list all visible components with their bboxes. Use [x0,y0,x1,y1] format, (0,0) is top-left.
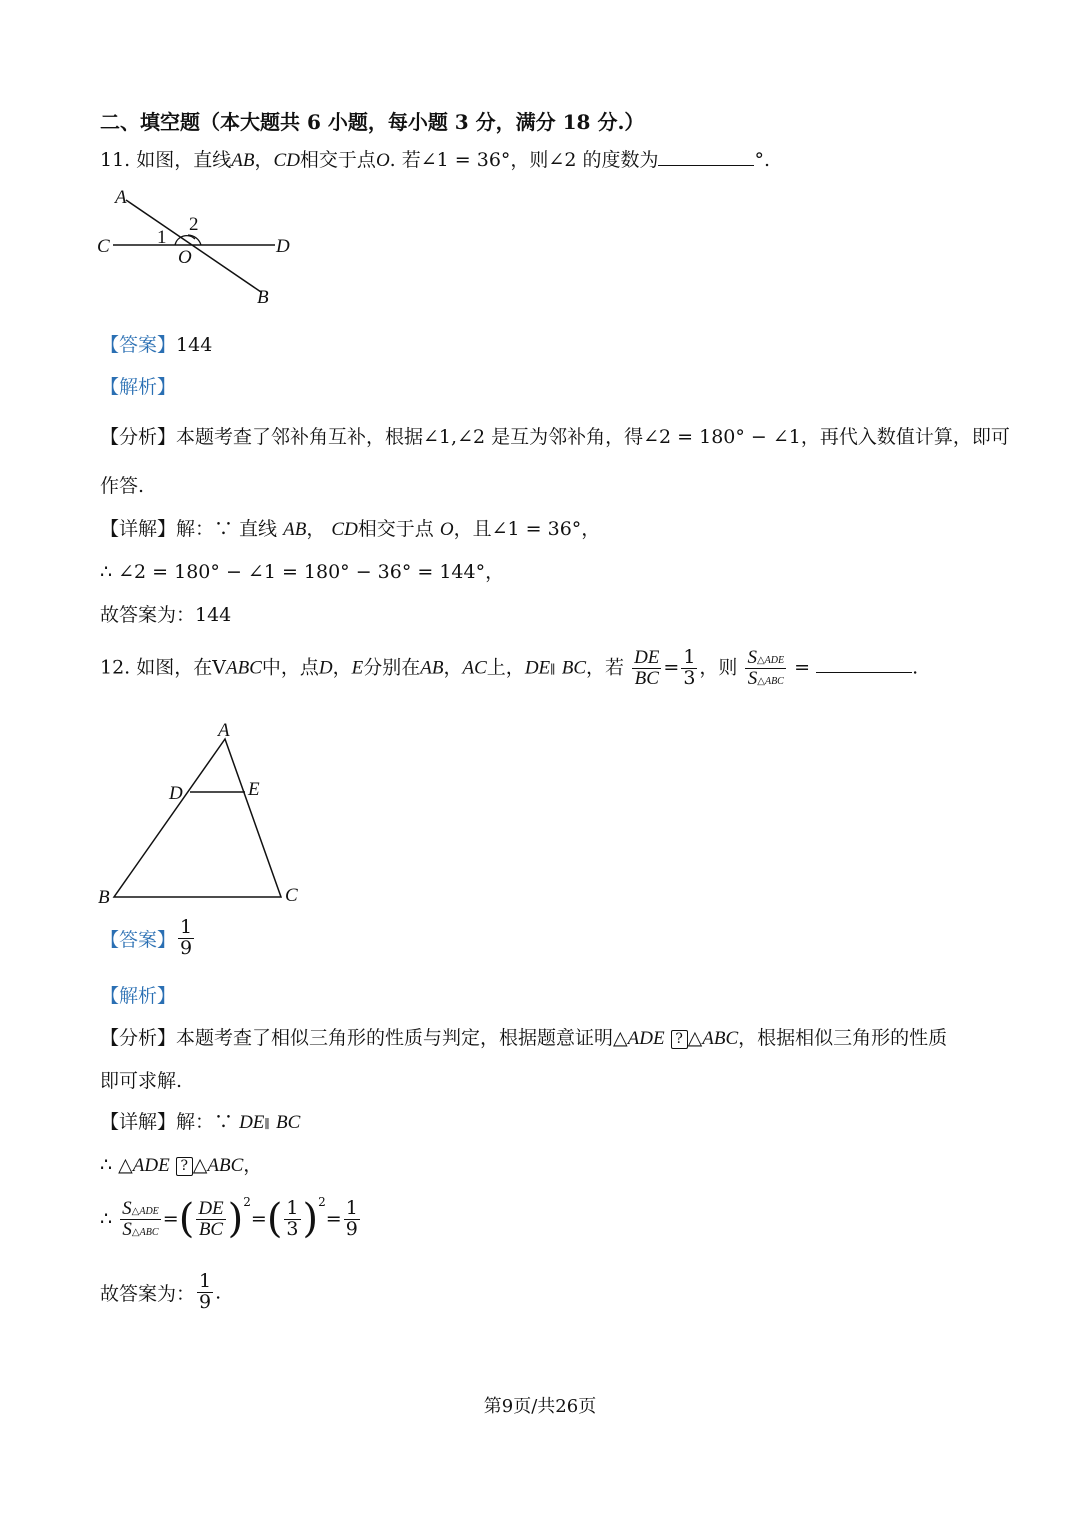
q12-stem-text: ，若 [586,656,625,679]
q11-detail-line2: ∴ ∠2 = 180° − ∠1 = 180° − 36° = 144°， [100,561,505,583]
label-c: C [285,885,298,906]
label-angle1: 1 [157,227,167,248]
triangle-abc [114,739,281,897]
label-d: D [169,783,183,804]
therefore-symbol: ∴ [100,1208,113,1230]
exponent: 2 [318,1195,326,1209]
therefore-symbol: ∴ [100,1154,113,1176]
equals: = [250,1208,267,1230]
detail-tag: 【详解】 [100,518,177,540]
q12-stem-text: 分别在 [363,656,421,679]
tri-abc: ABC [702,1028,739,1049]
left-paren: ( [178,1196,195,1242]
q11-line-ab: AB [231,150,255,171]
frac-num: DE [198,1197,224,1219]
label-e: E [248,779,260,800]
q11-answer-blank [658,149,754,166]
fenxi-text: 本题考查了邻补角互补，根据∠1,∠2 是互为邻补角，得∠2 = 180° − ∠1，再代入数值计算，即可 [176,426,1010,448]
q11-point-o: O [375,150,390,171]
area-sub-ade: △ADE [131,1205,159,1217]
label-o: O [178,247,192,268]
final-text: 故答案为： [100,1282,196,1305]
frac-num: 1 [345,1196,358,1219]
ratio-de-bc [196,1199,225,1240]
label-a: A [115,187,127,208]
q12-fenxi-line1 [100,1023,947,1050]
q12-detail-line2 [100,1150,262,1177]
answer-tag: 【答案】 [100,334,177,356]
q12-stem-text: 上， [486,656,525,679]
exponent: 2 [243,1195,251,1209]
tri-ade: ADE [132,1155,170,1176]
detail-text: 相交于点 [357,518,434,540]
equals: = [663,656,680,679]
area-s: S [747,647,757,668]
q12-answer [100,918,196,959]
q11-stem-text: 如图，直线 [136,149,232,171]
q11-fenxi-line1 [100,422,1010,449]
detail-point-o: O [439,519,454,540]
frac-den: 9 [199,1290,212,1313]
triangle-symbol: △ [192,1154,208,1176]
triangle-symbol: △ [687,1027,703,1049]
ratio-one-third [284,1196,300,1240]
q11-stem [100,145,770,172]
frac-den: 9 [345,1217,358,1240]
answer-tag: 【答案】 [100,928,177,951]
q12-analysis-tag: 【解析】 [100,985,177,1007]
q11-final-answer: 故答案为：144 [100,604,232,626]
q12-stem-text: 如图，在V [136,656,226,679]
q12-stem-text: ， [332,656,352,679]
area-ratio [745,648,786,689]
q11-stem-text: ， [254,149,274,171]
q12-point-e: E [351,657,364,679]
label-d: D [276,236,290,257]
answer-value: 144 [176,334,213,356]
label-b: B [257,287,269,308]
label-c: C [97,236,110,257]
q12-side-ac: AC [462,657,487,679]
comma: ， [243,1154,263,1176]
frac-num: 1 [180,916,193,938]
area-sub-ade: △ADE [756,655,785,666]
frac-num: 1 [199,1270,212,1292]
parallel-symbol: ∥ [550,662,556,677]
frac-num: 1 [683,646,696,668]
frac-num: 1 [286,1196,299,1219]
q12-stem-text: . [912,656,919,679]
q12-side-bc: BC [561,657,587,679]
frac-den: 9 [180,936,193,959]
q11-stem-text: . 若∠1 = 36°，则∠2 的度数为 [389,149,659,171]
q12-final-answer [100,1272,221,1313]
detail-text: 解：∵ 直线 [176,518,278,540]
final-text: . [215,1281,222,1304]
q11-figure [95,185,305,310]
answer-fraction [178,918,194,959]
left-paren: ( [266,1196,283,1242]
ratio-de-bc [632,648,661,689]
detail-text: ，且∠1 = 36°， [453,518,601,540]
q11-fenxi-line2: 作答. [100,475,145,497]
right-paren: ) [302,1196,319,1242]
area-ratio [120,1199,161,1240]
section-title: 二、填空题（本大题共 6 小题，每小题 3 分，满分 18 分.） [100,110,645,134]
label-b: B [98,887,110,908]
tri-ade: ADE [627,1028,665,1049]
frac-num: DE [634,647,660,668]
fenxi-text: 本题考查了相似三角形的性质与判定，根据题意证明△ [176,1027,628,1049]
q12-stem-text: ， [443,656,463,679]
q12-stem-text: ，则 [699,656,738,679]
q11-stem-text: 相交于点 [299,149,376,171]
q12-point-d: D [318,657,333,679]
final-fraction [197,1272,213,1313]
right-paren: ) [227,1196,244,1242]
parallel-symbol: ∥ [264,1117,270,1131]
q12-fenxi-line2: 即可求解. [100,1070,183,1092]
label-a: A [218,720,230,741]
detail-text: 解：∵ [176,1111,234,1133]
detail-side-bc: BC [276,1112,301,1133]
triangle-symbol: △ [118,1154,133,1176]
page-footer: 第9页/共26页 [483,1396,597,1417]
q12-answer-blank [816,656,912,673]
q11-line-cd: CD [273,150,300,171]
equals: = [794,656,811,679]
frac-den: BC [198,1218,224,1240]
fenxi-tag: 【分析】 [100,426,177,448]
area-sub-abc: △ABC [131,1226,159,1238]
equals: = [325,1208,342,1230]
area-s: S [122,1197,132,1219]
equals: = [162,1208,179,1230]
fenxi-text: ，根据相似三角形的性质 [738,1027,948,1049]
fenxi-tag: 【分析】 [100,1027,177,1049]
detail-line-ab: AB [283,519,307,540]
q12-seg-de: DE [524,657,551,679]
frac-den: 3 [286,1217,299,1240]
q12-figure [95,715,310,915]
similar-symbol: ? [671,1030,688,1049]
area-s: S [747,667,758,689]
detail-tag: 【详解】 [100,1111,177,1133]
q11-detail-line1 [100,514,600,541]
q11-analysis-tag: 【解析】 [100,376,177,398]
result-fraction [344,1196,360,1240]
tri-abc: ABC [207,1155,244,1176]
q12-stem [100,648,918,689]
q11-answer [100,330,212,357]
q12-detail-line3 [100,1195,362,1242]
q12-stem-text: 中，点 [261,656,319,679]
q12-side-ab: AB [420,657,444,679]
label-angle2: 2 [189,214,199,235]
detail-seg-de: DE [239,1112,265,1133]
area-sub-abc: △ABC [757,675,784,687]
detail-text: ， [306,518,326,540]
area-s: S [122,1218,132,1240]
q12-number: 12. [100,656,131,679]
detail-line-cd: CD [331,519,358,540]
q12-detail-line1 [100,1107,300,1134]
ratio-one-third [681,648,697,689]
frac-den: BC [634,667,659,689]
q11-stem-text: °. [754,149,771,171]
q12-triangle-abc: ABC [226,657,262,679]
frac-den: 3 [683,666,696,689]
q11-number: 11. [100,149,131,171]
similar-symbol: ? [176,1157,193,1176]
